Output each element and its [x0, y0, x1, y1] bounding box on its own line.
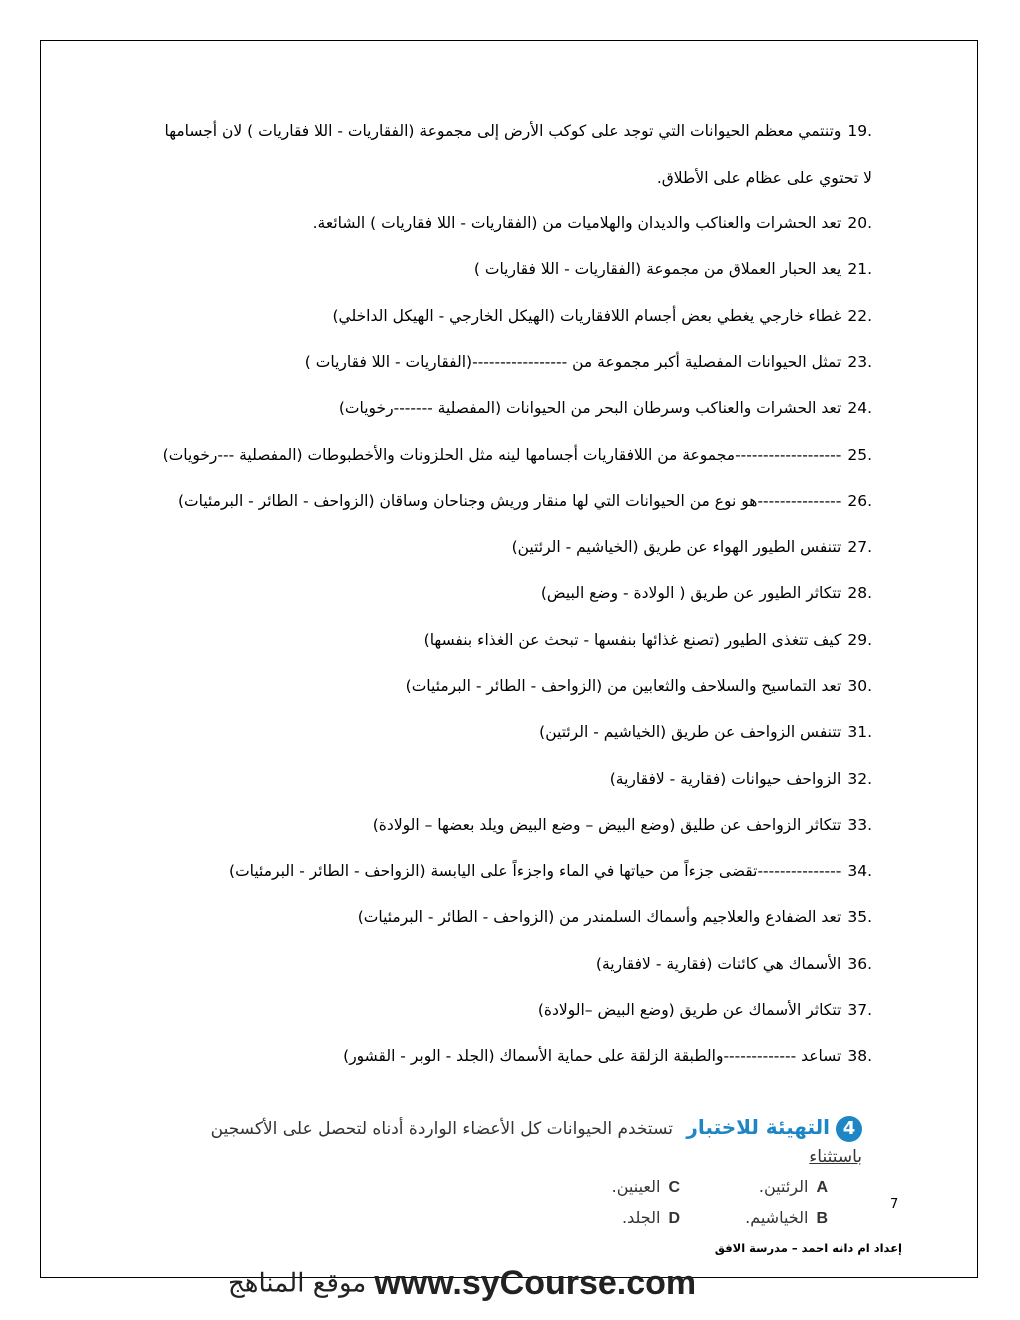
- question-text: تتكاثر الزواحف عن طليق (وضع البيض – وضع البيض ويلد بعضها – الولادة): [372, 816, 842, 834]
- question-text: وتنتمي معظم الحيوانات التي توجد على كوكب الأرض إلى مجموعة (الفقاريات - اللا فقاريات ) لان أجسامها لا تحتوي على عظام على الأطلاق.: [164, 122, 872, 187]
- question-number: 27.: [847, 538, 872, 556]
- option-text: الخياشيم.: [745, 1208, 809, 1227]
- question-text: تعد الضفادع والعلاجيم وأسماك السلمندر من (الزواحف - الطائر - البرمئيات): [357, 908, 842, 926]
- question-text: تتكاثر الأسماك عن طريق (وضع البيض –الولادة): [537, 1001, 842, 1019]
- question-29: [424, 630, 872, 650]
- question-36: [596, 954, 872, 974]
- question-text: تتنفس الطيور الهواء عن طريق (الخياشيم - الرئتين): [511, 538, 842, 556]
- prep-number-badge: 4: [836, 1116, 862, 1142]
- option-letter: A: [816, 1179, 828, 1196]
- prep-underlined-word: باستثناء: [809, 1147, 862, 1167]
- prep-question-text: تستخدم الحيوانات كل الأعضاء الواردة أدناه لتحصل على الأكسجين: [210, 1119, 673, 1139]
- author-credit: إعداد ام دانه احمد – مدرسة الافق: [714, 1241, 902, 1255]
- option-text: العينين.: [611, 1177, 661, 1196]
- question-28: [541, 583, 872, 603]
- question-23: [305, 352, 872, 372]
- question-33: [373, 815, 872, 835]
- question-text: تمثل الحيوانات المفصلية أكبر مجموعة من -----------------(الفقاريات - اللا فقاريات ): [304, 353, 842, 371]
- footer-arabic-label: موقع المناهج: [228, 1268, 367, 1299]
- option-letter: C: [668, 1179, 680, 1196]
- question-37: [538, 1000, 872, 1020]
- question-text: تساعد -------------والطبقة الزلقة على حماية الأسماك (الجلد - الوبر - القشور): [343, 1047, 842, 1065]
- question-35: [358, 907, 872, 927]
- question-26: [178, 491, 872, 511]
- question-text: تعد الحشرات والعناكب والديدان والهلاميات من (الفقاريات - اللا فقاريات ) الشائعة.: [312, 214, 842, 232]
- footer-watermark: [228, 1264, 788, 1314]
- option-a: [759, 1177, 828, 1197]
- question-number: 22.: [847, 307, 872, 325]
- option-text: الجلد.: [622, 1208, 661, 1227]
- question-number: 38.: [847, 1047, 872, 1065]
- test-prep-block: [182, 1113, 862, 1171]
- question-34: [229, 861, 872, 881]
- question-32: [610, 769, 872, 789]
- question-number: 21.: [847, 260, 872, 278]
- question-31: [539, 722, 872, 742]
- question-24: [339, 398, 872, 418]
- question-number: 30.: [847, 677, 872, 695]
- question-text: تتكاثر الطيور عن طريق ( الولادة - وضع البيض): [540, 584, 842, 602]
- question-number: 36.: [847, 955, 872, 973]
- question-number: 32.: [847, 770, 872, 788]
- question-number: 37.: [847, 1001, 872, 1019]
- question-30: [406, 676, 872, 696]
- question-text: تعد الحشرات والعناكب وسرطان البحر من الحيوانات (المفصلية -------رخويات): [338, 399, 842, 417]
- question-number: 20.: [847, 214, 872, 232]
- question-number: 26.: [847, 492, 872, 510]
- question-number: 24.: [847, 399, 872, 417]
- option-letter: B: [816, 1210, 828, 1227]
- question-text: تتنفس الزواحف عن طريق (الخياشيم - الرئتين): [539, 723, 842, 741]
- question-text: يعد الحبار العملاق من مجموعة (الفقاريات - اللا فقاريات ): [473, 260, 842, 278]
- question-number: 25.: [847, 446, 872, 464]
- footer-url[interactable]: www.syCourse.com: [374, 1264, 697, 1302]
- question-38: [343, 1046, 872, 1066]
- option-letter: D: [668, 1210, 680, 1227]
- option-c: [612, 1177, 680, 1197]
- prep-title: التهيئة للاختبار: [686, 1115, 830, 1139]
- question-number: 33.: [847, 816, 872, 834]
- question-number: 31.: [847, 723, 872, 741]
- question-text: الزواحف حيوانات (فقارية - لافقارية): [609, 770, 842, 788]
- question-text: الأسماك هي كائنات (فقارية - لافقارية): [595, 955, 842, 973]
- question-19: [160, 108, 872, 202]
- question-20: [313, 213, 872, 233]
- question-number: 35.: [847, 908, 872, 926]
- question-text: تعد التماسيح والسلاحف والثعابين من (الزواحف - الطائر - البرمئيات): [405, 677, 842, 695]
- question-text: غطاء خارجي يغطي بعض أجسام اللافقاريات (الهيكل الخارجي - الهيكل الداخلي): [332, 307, 842, 325]
- question-text: -------------------مجموعة من اللافقاريات أجسامها لينه مثل الحلزونات والأخطبوطات (المفصلية ---رخويات): [162, 446, 842, 464]
- question-25: [163, 445, 872, 465]
- question-number: 34.: [847, 862, 872, 880]
- question-27: [512, 537, 872, 557]
- question-number: 19.: [847, 122, 872, 140]
- question-number: 23.: [847, 353, 872, 371]
- question-text: ---------------تقضى جزءاً من حياتها في الماء واجزءاً على اليابسة (الزواحف - الطائر - البرمئيات): [229, 862, 842, 880]
- question-21: [474, 259, 872, 279]
- question-22: [333, 306, 873, 326]
- option-b: [745, 1208, 828, 1228]
- question-number: 28.: [847, 584, 872, 602]
- option-d: [622, 1208, 680, 1228]
- question-number: 29.: [847, 631, 872, 649]
- question-text: كيف تتغذى الطيور (تصنع غذائها بنفسها - تبحث عن الغذاء بنفسها): [423, 631, 842, 649]
- question-text: ---------------هو نوع من الحيوانات التي لها منقار وريش وجناحان وساقان (الزواحف - الطائر - البرمئيات): [177, 492, 842, 510]
- option-text: الرئتين.: [758, 1177, 809, 1196]
- page-number: 7: [890, 1197, 899, 1212]
